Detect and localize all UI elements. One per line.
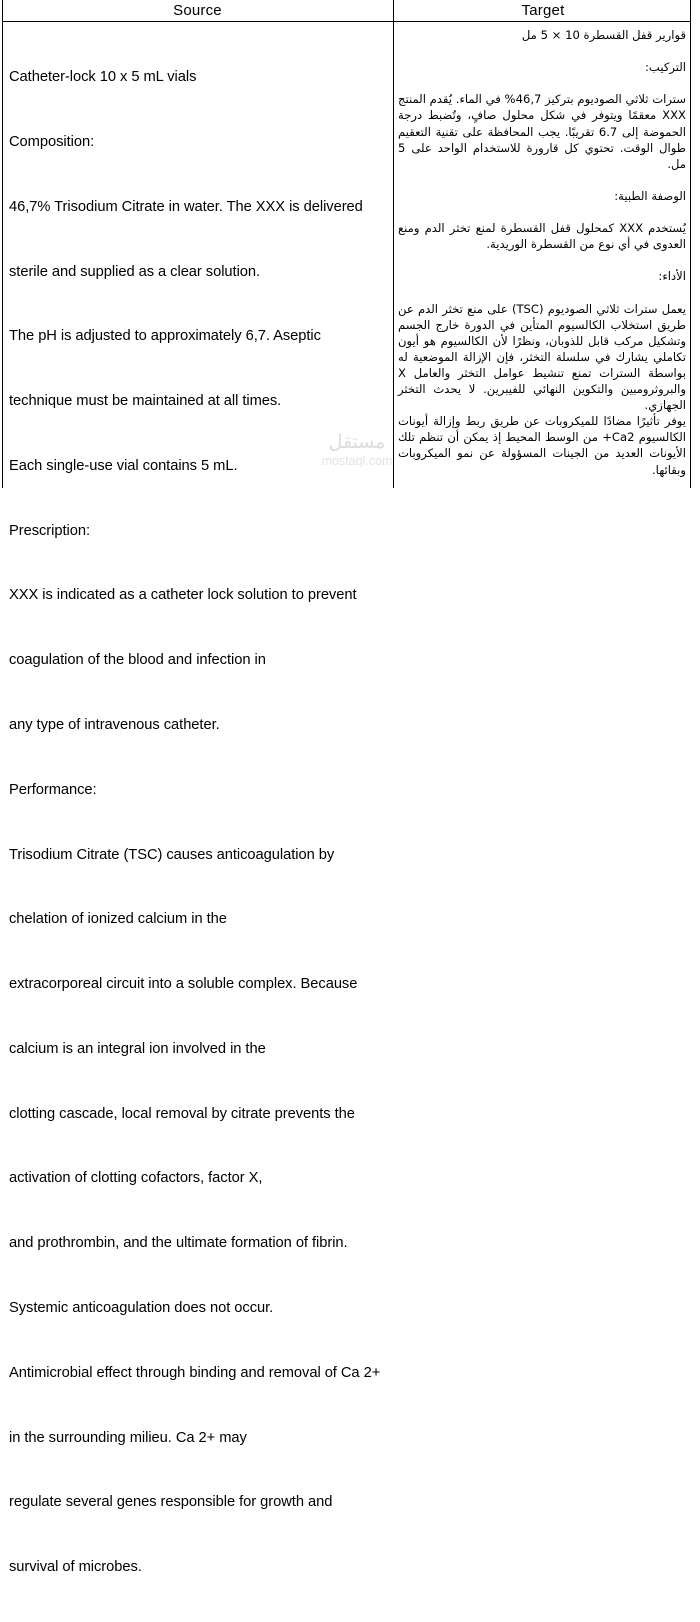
source-line: extracorporeal circuit into a soluble complex. Because — [9, 976, 358, 993]
target-performance-body-1: يعمل سترات ثلاثي الصوديوم (TSC) على منع تخثر الدم عن طريق استخلاب الكالسيوم المتأين في الدورة خارج الجسم وتشكيل مركب قابل للذوبان، ونظرًا لأن الكالسيوم هو أيون تكاملي يشارك في سلسلة التخثر، فإن الإزالة الموضعية له بواسطة السترات تمنع تنشيط عوامل التخثر والعامل X والبروثرومبين والتكوين النهائي للفيبرين. لا يحدث التخثر الجهازي. — [398, 301, 686, 413]
source-line: regulate several genes responsible for growth and — [9, 1494, 333, 1511]
column-header-source: Source — [173, 2, 222, 19]
source-line: The pH is adjusted to approximately 6,7. Aseptic — [9, 328, 321, 345]
target-composition-heading: التركيب: — [645, 60, 686, 75]
spacer — [398, 172, 686, 188]
target-cell — [398, 27, 686, 478]
spacer — [398, 285, 686, 301]
spacer — [398, 204, 686, 220]
source-line: calcium is an integral ion involved in the — [9, 1040, 266, 1057]
source-line: chelation of ionized calcium in the — [9, 911, 227, 928]
source-line: Systemic anticoagulation does not occur. — [9, 1300, 274, 1317]
source-line: Trisodium Citrate (TSC) causes anticoagulation by — [9, 846, 335, 863]
watermark-latin-text: mostaql.com — [321, 454, 393, 468]
target-performance-heading: الأداء: — [658, 269, 686, 284]
source-line: 46,7% Trisodium Citrate in water. The XXX is delivered — [9, 198, 363, 215]
column-header-target: Target — [521, 2, 565, 19]
source-line: Catheter-lock 10 x 5 mL vials — [9, 69, 197, 86]
column-divider — [393, 0, 394, 488]
source-line: sterile and supplied as a clear solution. — [9, 263, 261, 280]
source-line: Each single-use vial contains 5 mL. — [9, 457, 238, 474]
source-line: Composition: — [9, 133, 95, 150]
source-line: coagulation of the blood and infection in — [9, 652, 266, 669]
source-line: activation of clotting cofactors, factor X, — [9, 1170, 263, 1187]
target-prescription-body: يُستخدم XXX كمحلول قفل القسطرة لمنع تخثر الدم ومنع العدوى في أي نوع من القسطرة الوريدية. — [398, 221, 686, 252]
source-line: Antimicrobial effect through binding and removal of Ca 2+ — [9, 1364, 381, 1381]
source-line: survival of microbes. — [9, 1559, 142, 1576]
source-line: technique must be maintained at all times. — [9, 393, 282, 410]
source-line: and prothrombin, and the ultimate formation of fibrin. — [9, 1235, 348, 1252]
watermark-arabic-text: مستقل — [328, 431, 386, 453]
target-composition-body: سترات ثلاثي الصوديوم بتركيز 46,7% في الماء. يُقدم المنتج XXX معقمًا ويتوفر في شكل محلول صافٍ، وتُضبط درجة الحموضة إلى 6.7 تقريبًا. يجب المحافظة على تقنية التعقيم طوال الوقت. تحتوي كل قارورة للاستخدام الواحد على 5 مل. — [398, 92, 687, 171]
source-line: Prescription: — [9, 522, 90, 539]
spacer — [398, 75, 686, 91]
source-line: any type of intravenous catheter. — [9, 717, 220, 733]
spacer — [398, 43, 686, 59]
target-prescription-heading: الوصفة الطبية: — [614, 188, 686, 203]
source-line: Performance: — [9, 781, 97, 798]
target-title: قوارير قفل القسطرة 10 × 5 مل — [521, 28, 686, 42]
spacer — [398, 252, 686, 268]
source-line: XXX is indicated as a catheter lock solution to prevent — [9, 587, 357, 604]
source-line: clotting cascade, local removal by citrate prevents the — [9, 1105, 355, 1122]
source-cell — [9, 24, 387, 1622]
source-line: in the surrounding milieu. Ca 2+ may — [9, 1429, 247, 1446]
target-performance-body-2: يوفر تأثيرًا مضادًا للميكروبات عن طريق ربط وإزالة أيونات الكالسيوم Ca2+ من الوسط المحيط إذ يمكن أن تنظم تلك الأيونات العديد من الجينات المسؤولة عن نمو الميكروبات وبقائها. — [398, 414, 687, 477]
